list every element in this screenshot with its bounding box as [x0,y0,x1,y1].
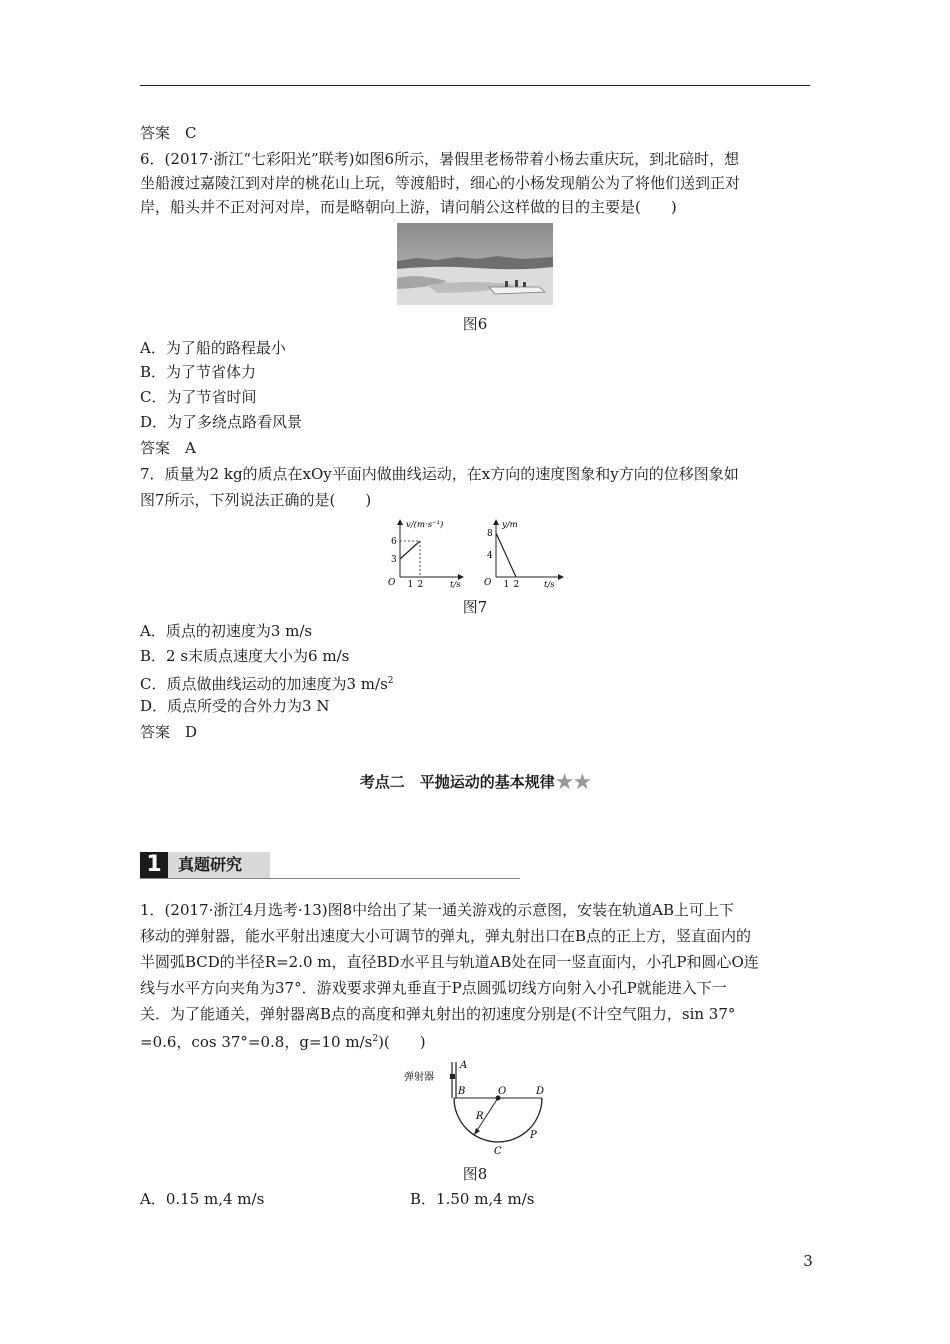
displacement-graph [484,519,564,590]
vel-x-label: t/s [450,580,461,590]
q1-line6-sup: 2 [372,1034,379,1044]
label-p: P [530,1130,537,1141]
q6-stem-line3: 岸，船头并不正对河对岸，而是略朝向上游，请问艄公这样做的目的主要是( ) [140,198,677,216]
disp-x-tick-2: 2 [513,580,520,590]
q7-option-c [140,670,394,695]
q1-stem-line4: 线与水平方向夹角为37°．游戏要求弹丸垂直于P点圆弧切线方向射入小孔P就能进入下一 [140,979,727,997]
q6-stem-line1: 6．(2017·浙江“七彩阳光”联考)如图6所示，暑假里老杨带着小杨去重庆玩，到北碚时，想 [140,150,740,168]
q1-option-a: A．0.15 m,4 m/s [140,1190,265,1208]
label-d: D [536,1086,545,1097]
vel-dashed-guide [400,541,420,577]
disp-series-line [496,533,516,577]
label-a: A [460,1060,468,1071]
vel-series-line [400,541,420,559]
figure-7-caption: 图7 [462,598,488,616]
semicircle-bcd [454,1098,542,1142]
figure-6-caption: 图6 [462,315,488,333]
vel-y-tick-6: 6 [391,537,397,547]
section-banner [140,852,270,878]
disp-origin: O [484,578,492,588]
label-c: C [494,1146,502,1156]
vel-y-label: v/(m·s⁻¹) [406,520,444,530]
vel-x-tick-2: 2 [417,580,424,590]
q7-answer: 答案 D [140,723,198,741]
disp-x-arrow [558,574,564,580]
radius-arrow [474,1128,480,1135]
banner-label: 真题研究 [178,855,243,874]
q1-stem-line3: 半圆弧BCD的半径R=2.0 m，直径BD水平且与轨道AB处在同一竖直面内，小孔P和圆心O连 [140,953,759,971]
label-b: B [458,1086,466,1097]
q7-option-c-sup: 2 [387,676,394,686]
vel-y-arrow [397,519,403,525]
section-title-text: 考点二 平抛运动的基本规律 [359,773,555,791]
q5-answer: 答案 C [140,124,197,142]
q1-stem-line5: 关．为了能通关，弹射器离B点的高度和弹丸射出的初速度分别是(不计空气阻力，sin 37° [140,1005,736,1023]
banner-number: 1 [140,852,168,878]
disp-x-label: t/s [544,580,555,590]
q7-stem-line1: 7．质量为2 kg的质点在xOy平面内做曲线运动，在x方向的速度图象和y方向的位移图象如 [140,465,739,483]
vel-origin: O [388,578,396,588]
q1-stem-line6 [140,1028,426,1053]
velocity-graph [388,519,464,590]
q7-option-c-text: C．质点做曲线运动的加速度为3 m/s [140,675,388,693]
launcher-block [450,1074,455,1079]
difficulty-stars: ★★ [554,770,591,795]
header-rule [140,85,810,86]
disp-y-tick-4: 4 [487,551,493,561]
label-o: O [498,1086,507,1097]
disp-x-tick-1: 1 [503,580,510,590]
disp-y-arrow [493,519,499,525]
section-title [0,770,950,795]
q6-option-d: D．为了多绕点路看风景 [140,413,303,431]
disp-y-label: y/m [502,520,518,530]
river-photo [397,223,553,305]
q6-stem-line2: 坐船渡过嘉陵江到对岸的桃花山上玩，等渡船时，细心的小杨发现艄公为了将他们送到正对 [140,174,741,192]
q7-option-d: D．质点所受的合外力为3 N [140,697,330,715]
q7-stem-line2: 图7所示，下列说法正确的是( ) [140,491,372,509]
q1-stem-line1: 1．(2017·浙江4月选考·13)图8中给出了某一通关游戏的示意图，安装在轨道AB上可上下 [140,901,734,919]
vel-x-tick-1: 1 [407,580,414,590]
figure-8-diagram [400,1056,580,1156]
q1-stem-line2: 移动的弹射器，能水平射出速度大小可调节的弹丸，弹丸射出口在B点的正上方，竖直面内的 [140,927,752,945]
label-r: R [476,1111,484,1122]
figure-7-graphs [370,515,570,591]
launcher-label: 弹射器 [404,1072,434,1083]
page-number: 3 [803,1252,813,1270]
banner-rule [140,878,520,879]
q1-line6-end: )( ) [378,1033,426,1051]
q1-option-b: B．1.50 m,4 m/s [410,1190,535,1208]
q6-answer: 答案 A [140,439,196,457]
q6-option-a: A．为了船的路程最小 [140,339,286,357]
q1-line6-text: =0.6，cos 37°=0.8，g=10 m/s [140,1033,373,1051]
vel-y-tick-3: 3 [391,555,397,565]
q6-option-b: B．为了节省体力 [140,363,257,381]
q6-option-c: C．为了节省时间 [140,388,257,406]
q7-option-a: A．质点的初速度为3 m/s [140,622,313,640]
figure-8-caption: 图8 [462,1165,488,1183]
disp-y-tick-8: 8 [487,529,493,539]
q7-option-b: B．2 s末质点速度大小为6 m/s [140,647,350,665]
